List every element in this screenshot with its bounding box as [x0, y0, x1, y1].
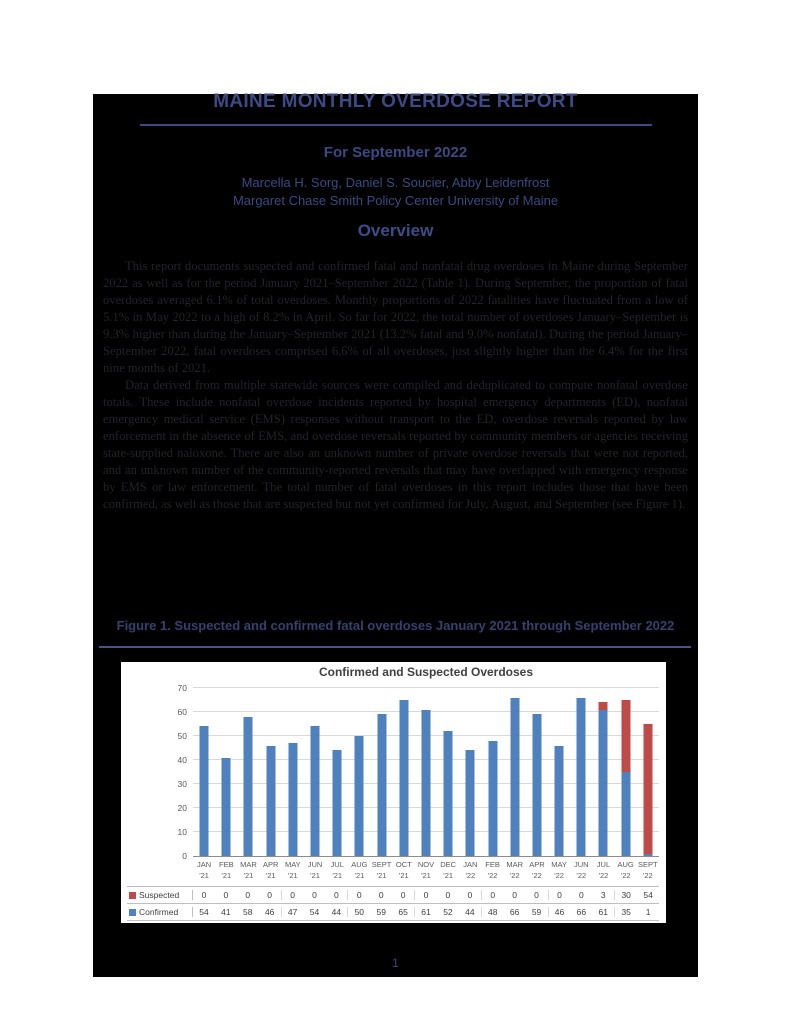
table-value-cell: 59 [526, 907, 549, 917]
table-value-cell: 48 [488, 907, 498, 917]
table-value-cell: 58 [243, 907, 253, 917]
confirmed-bar-segment [222, 758, 231, 856]
table-value-cell: 0 [459, 890, 482, 900]
bar-column [393, 688, 415, 856]
x-tick-label [481, 859, 503, 881]
bar-stack [599, 702, 608, 856]
table-value-cell: 46 [554, 907, 565, 917]
document-area [93, 91, 698, 977]
table-value-cell: 61 [592, 907, 615, 917]
x-tick-label [437, 859, 459, 881]
x-tick-month: DEC [440, 860, 457, 869]
x-tick-year: '21 [376, 871, 387, 880]
overview-heading: Overview [357, 221, 434, 240]
x-tick-month: OCT [395, 860, 412, 869]
table-value-cell: 52 [443, 907, 453, 917]
x-tick-label [415, 859, 437, 881]
confirmed-bar-segment [288, 743, 297, 856]
x-axis-labels [193, 859, 659, 881]
bar-column [237, 688, 259, 856]
x-tick-label [215, 859, 237, 881]
suspected-bar-segment [599, 702, 608, 709]
confirmed-bar-segment [532, 714, 541, 856]
y-tick-label: 10 [177, 827, 187, 837]
x-tick-month: FEB [218, 860, 234, 869]
bar-column [481, 688, 503, 856]
confirmed-bar-segment [333, 750, 342, 856]
report-subtitle: For September 2022 [323, 144, 468, 161]
bar-stack [200, 726, 209, 856]
x-tick-label [504, 859, 526, 881]
x-tick-month: JUN [573, 860, 589, 869]
x-tick-label [615, 859, 637, 881]
x-tick-month: JUL [596, 860, 611, 869]
bar-stack [466, 750, 475, 856]
confirmed-bar-segment [355, 736, 364, 856]
confirmed-bar-segment [555, 746, 564, 856]
bar-stack [355, 736, 364, 856]
bar-stack [621, 700, 630, 856]
x-tick-label [526, 859, 548, 881]
x-tick-year: '22 [465, 871, 476, 880]
table-value-cell: 0 [423, 890, 429, 900]
x-tick-label [371, 859, 393, 881]
authors-line-1: Marcella H. Sorg, Daniel S. Soucier, Abby Leidenfrost [241, 175, 550, 190]
x-tick-year: '21 [332, 871, 343, 880]
x-tick-year: '22 [598, 871, 609, 880]
bar-column [282, 688, 304, 856]
x-tick-month: JAN [197, 860, 212, 869]
table-value-cell: 0 [392, 890, 415, 900]
confirmed-bar-segment [311, 726, 320, 856]
table-value-cell: 0 [290, 890, 295, 900]
bar-column [459, 688, 481, 856]
x-axis-line [193, 856, 659, 857]
bar-column [260, 688, 282, 856]
page-number: 1 [392, 956, 399, 970]
legend-swatch-icon [129, 909, 136, 916]
bar-column [215, 688, 237, 856]
table-value-cell: 44 [325, 907, 348, 917]
bar-column [371, 688, 393, 856]
confirmed-bar-segment [621, 772, 630, 856]
report-title: MAINE MONTHLY OVERDOSE REPORT [213, 91, 578, 112]
y-tick-label: 0 [182, 851, 187, 861]
paragraph-2: Data derived from multiple statewide sources were compiled and deduplicated to compute nonfatal overdose totals. These include nonfatal overdose incidents reported by hospital emergency departments (ED), nonfatal emergency medical service (EMS) responses without transport to the ED, overdose reversals reported by law enforcement in the absence of EMS, and overdose reversals reported by community members or agencies receiving state-supplied naloxone. There are also an unknown number of private overdose reversals that were not reported, and an unknown number of the community-reported reversals that may have overlapped with emergency response by EMS or law enforcement. The total number of fatal overdoses in this report includes those that have been confirmed, as well as those that are suspected but not yet confirmed for July, August, and September (see Figure 1). [103, 378, 688, 511]
bar-columns [193, 688, 659, 856]
x-tick-label [459, 859, 481, 881]
bar-column [326, 688, 348, 856]
y-tick-label: 30 [177, 779, 187, 789]
x-tick-label [237, 859, 259, 881]
legend-series-name: Confirmed [139, 907, 179, 917]
bar-column [548, 688, 570, 856]
x-tick-label [348, 859, 370, 881]
table-value-cell: 0 [223, 890, 229, 900]
x-tick-month: APR [262, 860, 279, 869]
bar-stack [244, 717, 253, 856]
table-value-cell: 54 [199, 907, 209, 917]
confirmed-bar-segment [510, 698, 519, 856]
legend-series-name: Suspected [139, 890, 180, 900]
table-value-cell: 0 [356, 890, 362, 900]
table-value-cell: 0 [578, 890, 584, 900]
x-tick-label [282, 859, 304, 881]
table-value-cell: 46 [259, 907, 282, 917]
table-value-cell: 41 [221, 907, 231, 917]
table-value-cell: 0 [325, 890, 348, 900]
bar-stack [222, 758, 231, 856]
bar-stack [643, 724, 652, 856]
y-tick-label: 40 [177, 755, 187, 765]
data-table-legend [127, 886, 659, 921]
table-value-cell: 47 [287, 907, 298, 917]
x-tick-year: '21 [310, 871, 320, 880]
legend-label [127, 907, 193, 917]
x-tick-label [193, 859, 215, 881]
bar-stack [488, 741, 497, 856]
x-tick-month: AUG [617, 860, 634, 869]
x-tick-year: '21 [443, 871, 454, 880]
x-tick-year: '22 [554, 871, 564, 880]
x-tick-year: '21 [265, 871, 276, 880]
table-value-cell: 0 [512, 890, 517, 900]
x-tick-year: '21 [421, 871, 431, 880]
table-value-cell: 54 [309, 907, 320, 917]
table-value-cell: 0 [378, 890, 384, 900]
table-value-cell: 66 [576, 907, 587, 917]
y-tick-label: 20 [177, 803, 187, 813]
confirmed-bar-segment [577, 698, 586, 856]
confirmed-bar-segment [266, 746, 275, 856]
table-value-cell: 61 [421, 907, 431, 917]
paragraph-1: This report documents suspected and confirmed fatal and nonfatal drug overdoses in Maine during September 2022 as well as for the period January 2021–September 2022 (Table 1). During September, the proportion of fatal overdoses averaged 6.1% of total overdoses. Monthly proportions of 2022 fatalities have fluctuated from a low of 5.1% in May 2022 to a high of 8.2% in April. So far for 2022, the total number of overdoses January–September is 9.3% higher than during the January–September 2021 (13.2% fatal and 9.0% nonfatal). During the period January–September 2022, fatal overdoses comprised 6.6% of all overdoses, just slightly higher than the 6.4% for the first nine months of 2021. [103, 259, 688, 375]
legend-swatch-icon [129, 892, 136, 899]
bar-stack [421, 710, 430, 856]
bar-column [415, 688, 437, 856]
table-value-cell: 0 [201, 890, 207, 900]
confirmed-bar-segment [200, 726, 209, 856]
x-tick-label [637, 859, 659, 881]
table-value-cell: 35 [621, 907, 631, 917]
figure-chart-panel [121, 662, 666, 923]
table-value-cell: 50 [354, 907, 365, 917]
table-value-cell: 0 [490, 890, 496, 900]
table-row [127, 904, 659, 921]
bar-column [615, 688, 637, 856]
x-tick-label [393, 859, 415, 881]
bar-column [592, 688, 614, 856]
confirmed-bar-segment [488, 741, 497, 856]
y-tick-label: 60 [177, 707, 187, 717]
body-text [103, 258, 688, 513]
x-tick-year: '21 [199, 871, 209, 880]
table-row [127, 887, 659, 904]
chart-title: Confirmed and Suspected Overdoses [318, 665, 534, 679]
bar-stack [532, 714, 541, 856]
x-tick-year: '22 [487, 871, 498, 880]
bar-stack [288, 743, 297, 856]
bar-stack [377, 714, 386, 856]
table-value-cell: 54 [643, 890, 653, 900]
table-value-cell: 59 [376, 907, 386, 917]
x-tick-label [260, 859, 282, 881]
table-value-cell: 0 [445, 890, 451, 900]
bar-stack [266, 746, 275, 856]
x-tick-month: NOV [417, 860, 435, 869]
table-value-cell: 0 [557, 890, 562, 900]
bar-column [193, 688, 215, 856]
x-tick-month: MAY [551, 860, 567, 869]
table-value-cell: 66 [509, 907, 520, 917]
confirmed-bar-segment [244, 717, 253, 856]
title-rule [140, 124, 652, 126]
x-tick-month: AUG [351, 860, 368, 869]
bar-column [304, 688, 326, 856]
x-tick-label [548, 859, 570, 881]
bar-column [637, 688, 659, 856]
table-value-cell: 0 [312, 890, 317, 900]
x-tick-year: '21 [243, 871, 254, 880]
x-tick-month: MAR [506, 860, 524, 869]
suspected-bar-segment [643, 724, 652, 854]
bar-stack [333, 750, 342, 856]
x-tick-month: SEPT [371, 860, 392, 869]
bar-stack [555, 746, 564, 856]
x-tick-year: '22 [576, 871, 587, 880]
confirmed-bar-segment [643, 854, 652, 856]
confirmed-bar-segment [466, 750, 475, 856]
bar-stack [311, 726, 320, 856]
x-tick-month: SEPT [638, 860, 658, 869]
confirmed-bar-segment [444, 731, 453, 856]
y-tick-label: 50 [177, 731, 187, 741]
confirmed-bar-segment [421, 710, 430, 856]
x-tick-year: '21 [398, 871, 409, 880]
legend-label [127, 890, 193, 900]
x-tick-month: JUN [307, 860, 323, 869]
caption-rule [99, 646, 691, 648]
x-tick-month: JUL [330, 860, 344, 869]
figure-caption: Figure 1. Suspected and confirmed fatal overdoses January 2021 through September 2022 [116, 618, 675, 633]
bar-stack [577, 698, 586, 856]
confirmed-bar-segment [599, 710, 608, 856]
table-value-cell: 0 [245, 890, 251, 900]
x-tick-month: MAY [284, 860, 301, 869]
table-value-cell: 1 [645, 907, 651, 917]
table-value-cell: 30 [621, 890, 631, 900]
bar-stack [444, 731, 453, 856]
bar-column [348, 688, 370, 856]
x-tick-month: MAR [240, 860, 257, 869]
plot-area [177, 683, 659, 861]
suspected-bar-segment [621, 700, 630, 772]
bar-column [437, 688, 459, 856]
bar-column [504, 688, 526, 856]
y-tick-label: 70 [177, 683, 187, 693]
x-tick-year: '21 [221, 871, 232, 880]
x-tick-year: '21 [354, 871, 365, 880]
table-value-cell: 44 [459, 907, 482, 917]
x-tick-month: FEB [485, 860, 500, 869]
bar-stack [399, 700, 408, 856]
authors-block [93, 174, 698, 210]
x-tick-label [326, 859, 348, 881]
bar-stack [510, 698, 519, 856]
x-tick-label [592, 859, 614, 881]
bar-column [526, 688, 548, 856]
table-value-cell: 0 [259, 890, 282, 900]
authors-line-2: Margaret Chase Smith Policy Center University of Maine [232, 193, 559, 208]
confirmed-bar-segment [399, 700, 408, 856]
x-tick-label [304, 859, 326, 881]
x-tick-year: '21 [287, 871, 298, 880]
table-value-cell: 65 [392, 907, 415, 917]
table-value-cell: 0 [526, 890, 549, 900]
table-value-cell: 3 [592, 890, 615, 900]
bar-column [570, 688, 592, 856]
x-tick-month: JAN [463, 860, 478, 869]
confirmed-bar-segment [377, 714, 386, 856]
x-tick-label [570, 859, 592, 881]
x-tick-month: APR [529, 860, 545, 869]
x-tick-year: '22 [509, 871, 520, 880]
x-tick-year: '22 [620, 871, 631, 880]
x-tick-year: '22 [642, 871, 653, 880]
x-tick-year: '22 [532, 871, 542, 880]
